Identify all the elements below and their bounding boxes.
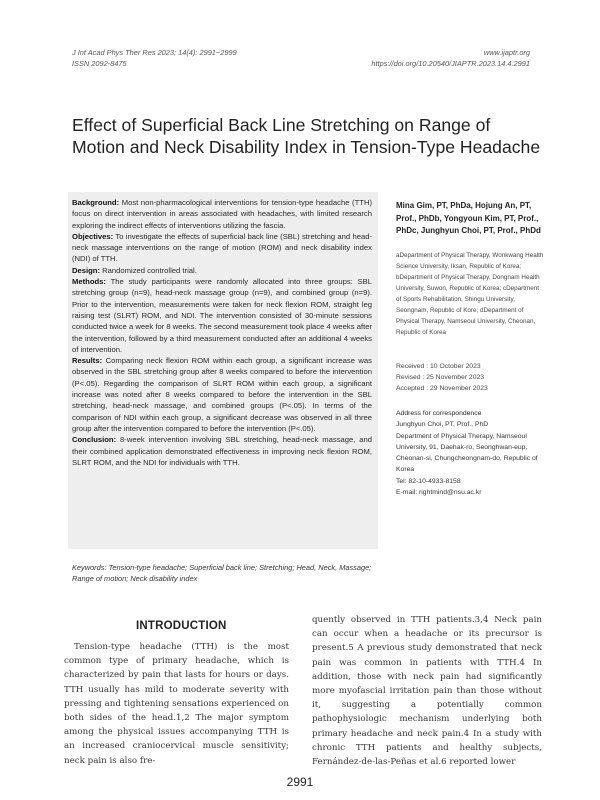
section-heading-introduction: INTRODUCTION [136, 620, 227, 632]
correspondence-tel: Tel: 82-10-4933-8158 [396, 477, 461, 485]
accepted-date: Accepted : 29 November 2023 [396, 385, 488, 393]
correspondence-email[interactable]: E-mail: rightmind@nsu.ac.kr [396, 489, 482, 497]
intro-text-left: Tension-type headache (TTH) is the most common type of primary headache, which is characterized by pain that lasts for hours or days. TTH usually has mild to moderate severity with pressing and tightening sensations experienced on both sides of the head.1,2 The major symptom among the physical issues accompanying TTH is an increased craniocervical muscle sensitivity; neck pain is also fre- [64, 642, 289, 766]
abstract-box [68, 192, 378, 549]
journal-header-left [72, 47, 237, 69]
received-date: Received : 10 October 2023 [396, 363, 481, 370]
abstract-results: Results: Comparing neck flexion ROM within each group, a significant increase was observed in the SBL stretching group after 8 weeks compared to before the intervention (P<.05). Regarding the comparison of SLRT ROM within each group, a significant increase was noted after 8 weeks compared to before the intervention in the SBL stretching, head-neck massage, and combined groups (P<.05). In terms of the comparison of NDI within each group, a significant decrease was observed in all three group after the intervention compared to before the intervention (P<.05). [72, 356, 372, 433]
keywords-text: Tension-type headache; Superficial back line; Stretching; Head, Neck, Massage; Range of motion; Neck disability index [72, 563, 372, 584]
correspondence-name: Junghyun Choi, PT, Prof., PhD [396, 421, 489, 429]
issn: ISSN 2092-8475 [72, 59, 127, 68]
abstract-methods: Methods: The study participants were randomly allocated into three groups: SBL stretching group (n=9), head-neck massage group (n=9), and combined group (n=9). Prior to the intervention, measurements were taken for neck flexion ROM, straight leg raising test (SLRT) ROM, and NDI. The intervention consisted of 30-minute sessions conducted twice a week for 8 weeks. The second measurement took place 4 weeks after the intervention, followed by a third measurement conducted after an additional 4 weeks of intervention. [72, 277, 372, 354]
journal-header-right [371, 47, 530, 69]
affiliations: aDepartment of Physical Therapy, Wonkwang Health Science University, Iksan, Republic of Korea; bDepartment of Physical Therapy, Dongnam Health University, Suwon, Republic of Korea; cDepartment of Sports Rehabilitation, Shingu University, Seongnam, Republic of Kore; dDepartment of Physical Therapy, Namseoul University, Cheonan, Republic of Korea [396, 252, 544, 336]
keywords [72, 562, 382, 585]
abstract-conclusion: Conclusion: 8-week intervention involving SBL stretching, head-neck massage, and their combined application demonstrated effectiveness in improving neck flexion ROM, SLRT ROM, and the NDI for individuals with TTH. [72, 435, 373, 467]
abstract-objectives: Objectives: To investigate the effects of superficial back line (SBL) stretching and head-neck massage interventions on the range of motion (ROM) and neck disability index (NDI) of TTH. [72, 231, 372, 264]
keywords-label: Keywords: [72, 563, 107, 572]
abstract-design: Design: Randomized controlled trial. [72, 265, 197, 275]
journal-citation: J Int Acad Phys Ther Res 2023; 14(4): 2991−2999 [72, 48, 237, 57]
correspondence-dept: Department of Physical Therapy, Namseoul University, 91, Daehak-ro, Seonghwan-eup, Cheonan-si, Chungcheongnam-do, Republic of Korea [396, 432, 538, 474]
correspondence [396, 408, 546, 498]
author-list: Mina Gim, PT, PhDa, Hojung An, PT, Prof., PhDb, Yongyoun Kim, PT, Prof., PhDc, Junghyun Choi, PT, Prof., PhDd [396, 201, 541, 235]
doi-link[interactable]: https://doi.org/10.20540/JIAPTR.2023.14.4.2991 [371, 59, 530, 68]
page-number: 2991 [286, 775, 314, 789]
abstract-background: Background: Most non-pharmacological interventions for tension-type headache (TTH) focus on direct intervention in areas associated with headaches, with limited research exploring the indirect effects of interventions utilizing the fascia. [72, 198, 373, 230]
article-title: Effect of Superficial Back Line Stretching on Range of Motion and Neck Disability Index in Tension-Type Headache [72, 115, 541, 157]
journal-website[interactable]: www.ijaptr.org [483, 48, 530, 57]
article-dates [396, 361, 546, 395]
correspondence-title: Address for correspondence [396, 410, 482, 417]
revised-date: Revised : 25 November 2023 [396, 374, 485, 382]
intro-text-right: quently observed in TTH patients.3,4 Neck pain can occur when a headache or its precursor is present.5 A previous study demonstrated that neck pain was common in patients with TTH.4 In addition, those with neck pain had significantly more myofascial irritation pain than those without it, suggesting a potentially common pathophysiologic mechanism underlying both primary headache and neck pain.4 In a study with chronic TTH patients and healthy subjects, Fernández-de-las-Peñas et al.6 reported lower [312, 615, 542, 768]
